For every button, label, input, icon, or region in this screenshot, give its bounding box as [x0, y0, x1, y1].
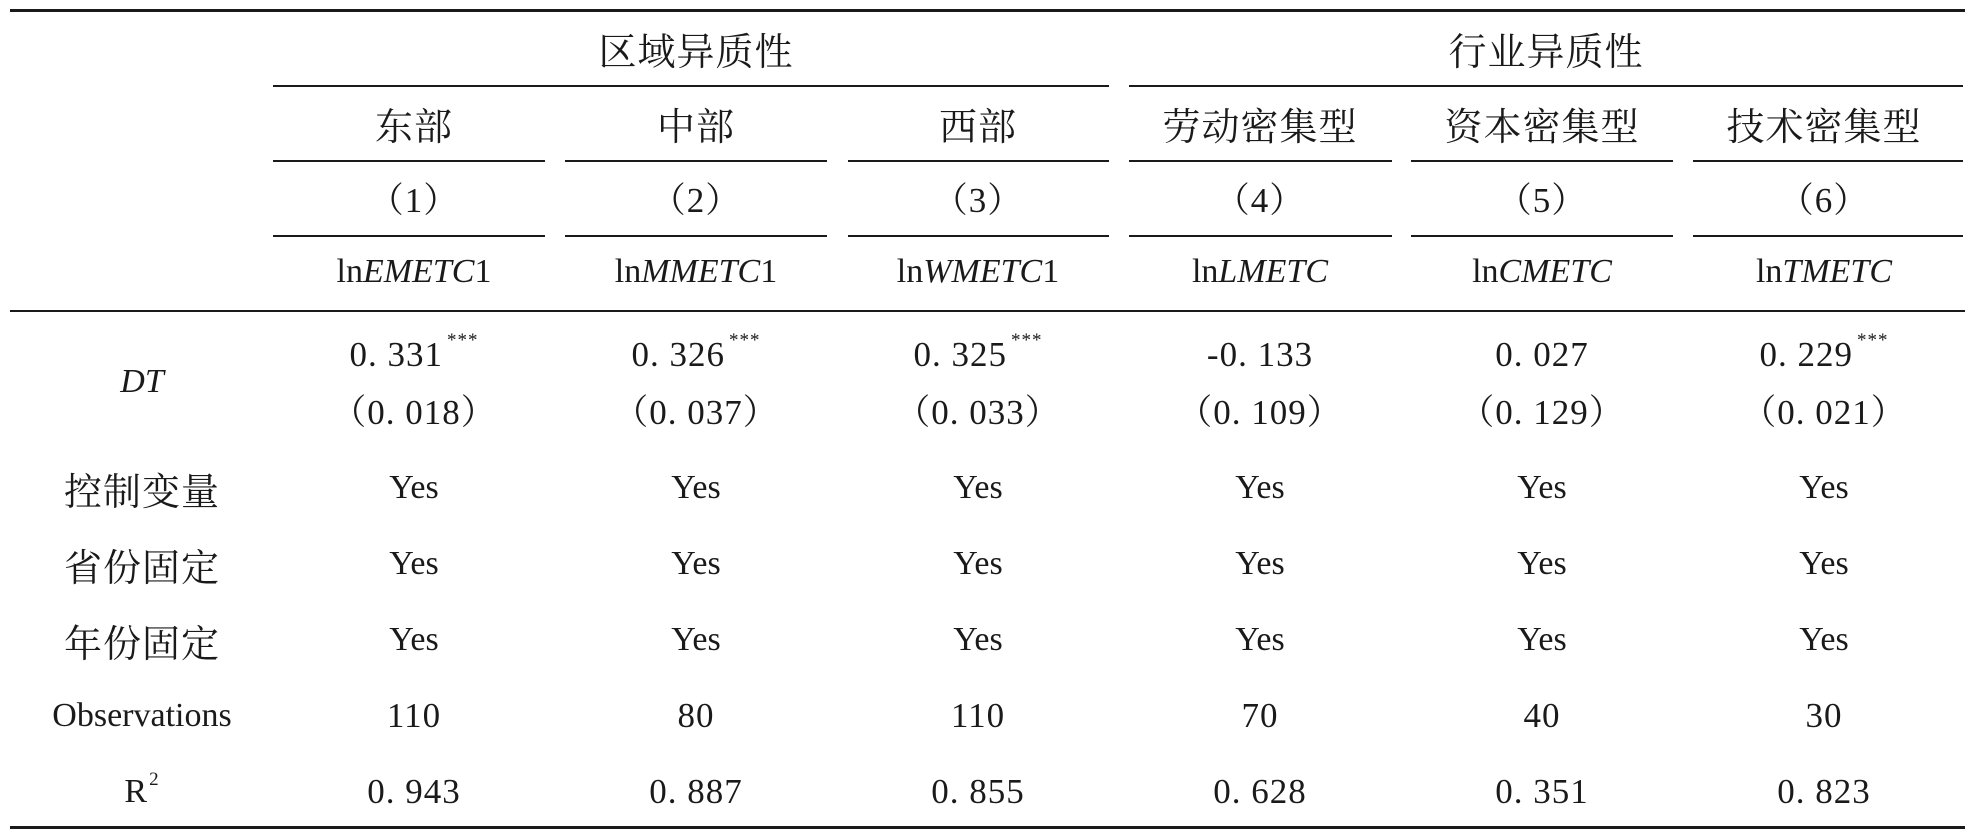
dt-std-error: （0. 109）	[1177, 393, 1343, 432]
dependent-variable	[1694, 247, 1954, 297]
row-value: Yes	[1235, 469, 1285, 506]
coef-value: 0. 331	[349, 335, 443, 374]
significance-stars: ***	[1857, 330, 1889, 351]
dependent-variable	[848, 247, 1108, 297]
dt-std-error: （0. 021）	[1741, 393, 1907, 432]
r2-value: 0. 887	[649, 772, 743, 811]
row-value: Yes	[1517, 545, 1567, 582]
var-name: TMETC	[1782, 253, 1893, 290]
row-label: Observations	[52, 697, 232, 734]
colnum-rule-2	[565, 235, 827, 237]
row-value: Yes	[1517, 469, 1567, 506]
r2-value: 0. 351	[1495, 772, 1589, 811]
subheader-rule-1	[273, 160, 545, 162]
var-name: MMETC	[641, 253, 761, 290]
column-header: 技术密集型	[1726, 104, 1922, 149]
r2-value: 0. 943	[367, 772, 461, 811]
row-value: 80	[677, 696, 715, 735]
column-number: （1）	[368, 181, 460, 220]
group-header-regional: 区域异质性	[598, 29, 794, 74]
significance-stars: ***	[729, 330, 761, 351]
var-suffix: 1	[1042, 253, 1060, 290]
dt-std-error: （0. 033）	[895, 393, 1061, 432]
row-value: Yes	[953, 621, 1003, 658]
dependent-variable	[1130, 247, 1390, 297]
dependent-variable	[566, 247, 826, 297]
row-value: Yes	[1799, 621, 1849, 658]
colnum-rule-6	[1693, 235, 1963, 237]
dependent-variable	[1412, 247, 1672, 297]
dt-coefficient	[566, 330, 826, 380]
row-value: Yes	[1235, 621, 1285, 658]
bottom-rule	[10, 826, 1965, 829]
row-value: Yes	[953, 469, 1003, 506]
column-header: 资本密集型	[1444, 104, 1640, 149]
subheader-rule-2	[565, 160, 827, 162]
coef-value: 0. 326	[631, 335, 725, 374]
subheader-rule-6	[1693, 160, 1963, 162]
var-prefix: ln	[896, 253, 924, 290]
group-header-industry: 行业异质性	[1448, 29, 1644, 74]
var-suffix: 1	[474, 253, 492, 290]
column-number: （2）	[650, 181, 742, 220]
group-rule-regional	[273, 85, 1109, 87]
row-value: 70	[1241, 696, 1279, 735]
header-bottom-rule	[10, 310, 1965, 312]
row-value: 30	[1805, 696, 1843, 735]
row-label: 控制变量	[63, 469, 220, 514]
row-value: 110	[386, 696, 442, 735]
column-header: 中部	[656, 104, 735, 149]
significance-stars: ***	[1011, 330, 1043, 351]
row-value: Yes	[1799, 469, 1849, 506]
row-value: 110	[950, 696, 1006, 735]
row-value: Yes	[389, 545, 439, 582]
coef-value: -0. 133	[1206, 335, 1314, 374]
top-rule	[10, 9, 1965, 12]
dt-std-error: （0. 037）	[613, 393, 779, 432]
row-value: Yes	[671, 469, 721, 506]
column-header: 西部	[938, 104, 1017, 149]
row-value: Yes	[389, 621, 439, 658]
r2-value: 0. 823	[1777, 772, 1871, 811]
dt-std-error: （0. 018）	[331, 393, 497, 432]
row-value: Yes	[953, 545, 1003, 582]
colnum-rule-1	[273, 235, 545, 237]
colnum-rule-5	[1411, 235, 1673, 237]
row-value: Yes	[389, 469, 439, 506]
column-header: 东部	[374, 104, 453, 149]
var-prefix: ln	[1472, 253, 1499, 290]
group-rule-industry	[1129, 85, 1963, 87]
var-prefix: ln	[614, 253, 642, 290]
row-value: 40	[1523, 696, 1561, 735]
var-name: EMETC	[363, 253, 475, 290]
column-number: （3）	[932, 181, 1024, 220]
r2-superscript: 2	[149, 769, 160, 790]
colnum-rule-4	[1129, 235, 1392, 237]
coef-value: 0. 325	[913, 335, 1007, 374]
row-value: Yes	[1517, 621, 1567, 658]
row-value: Yes	[671, 545, 721, 582]
dt-std-error: （0. 129）	[1459, 393, 1625, 432]
column-number: （6）	[1778, 181, 1870, 220]
colnum-rule-3	[848, 235, 1109, 237]
var-name: WMETC	[923, 253, 1043, 290]
var-prefix: ln	[336, 253, 363, 290]
row-label: 省份固定	[63, 545, 220, 590]
subheader-rule-5	[1411, 160, 1673, 162]
coef-value: 0. 027	[1495, 335, 1589, 374]
column-number: （4）	[1214, 181, 1306, 220]
var-suffix: 1	[760, 253, 778, 290]
column-number: （5）	[1496, 181, 1588, 220]
var-prefix: ln	[1191, 253, 1219, 290]
dt-coefficient	[1694, 330, 1954, 380]
row-label: 年份固定	[63, 621, 220, 666]
var-name: LMETC	[1218, 253, 1329, 290]
r2-value: 0. 628	[1213, 772, 1307, 811]
dependent-variable	[284, 247, 544, 297]
dt-coefficient	[1412, 330, 1672, 380]
column-header: 劳动密集型	[1162, 104, 1358, 149]
dt-coefficient	[284, 330, 544, 380]
subheader-rule-3	[848, 160, 1109, 162]
coef-value: 0. 229	[1759, 335, 1853, 374]
row-label-r2	[32, 767, 252, 817]
row-value: Yes	[1235, 545, 1285, 582]
var-name: CMETC	[1498, 253, 1612, 290]
r2-base: R	[124, 773, 148, 810]
significance-stars: ***	[447, 330, 479, 351]
r2-value: 0. 855	[931, 772, 1025, 811]
dt-coefficient	[848, 330, 1108, 380]
row-label-dt: DT	[120, 363, 164, 400]
var-prefix: ln	[1755, 253, 1783, 290]
row-value: Yes	[1799, 545, 1849, 582]
subheader-rule-4	[1129, 160, 1392, 162]
dt-coefficient	[1130, 330, 1390, 380]
row-value: Yes	[671, 621, 721, 658]
